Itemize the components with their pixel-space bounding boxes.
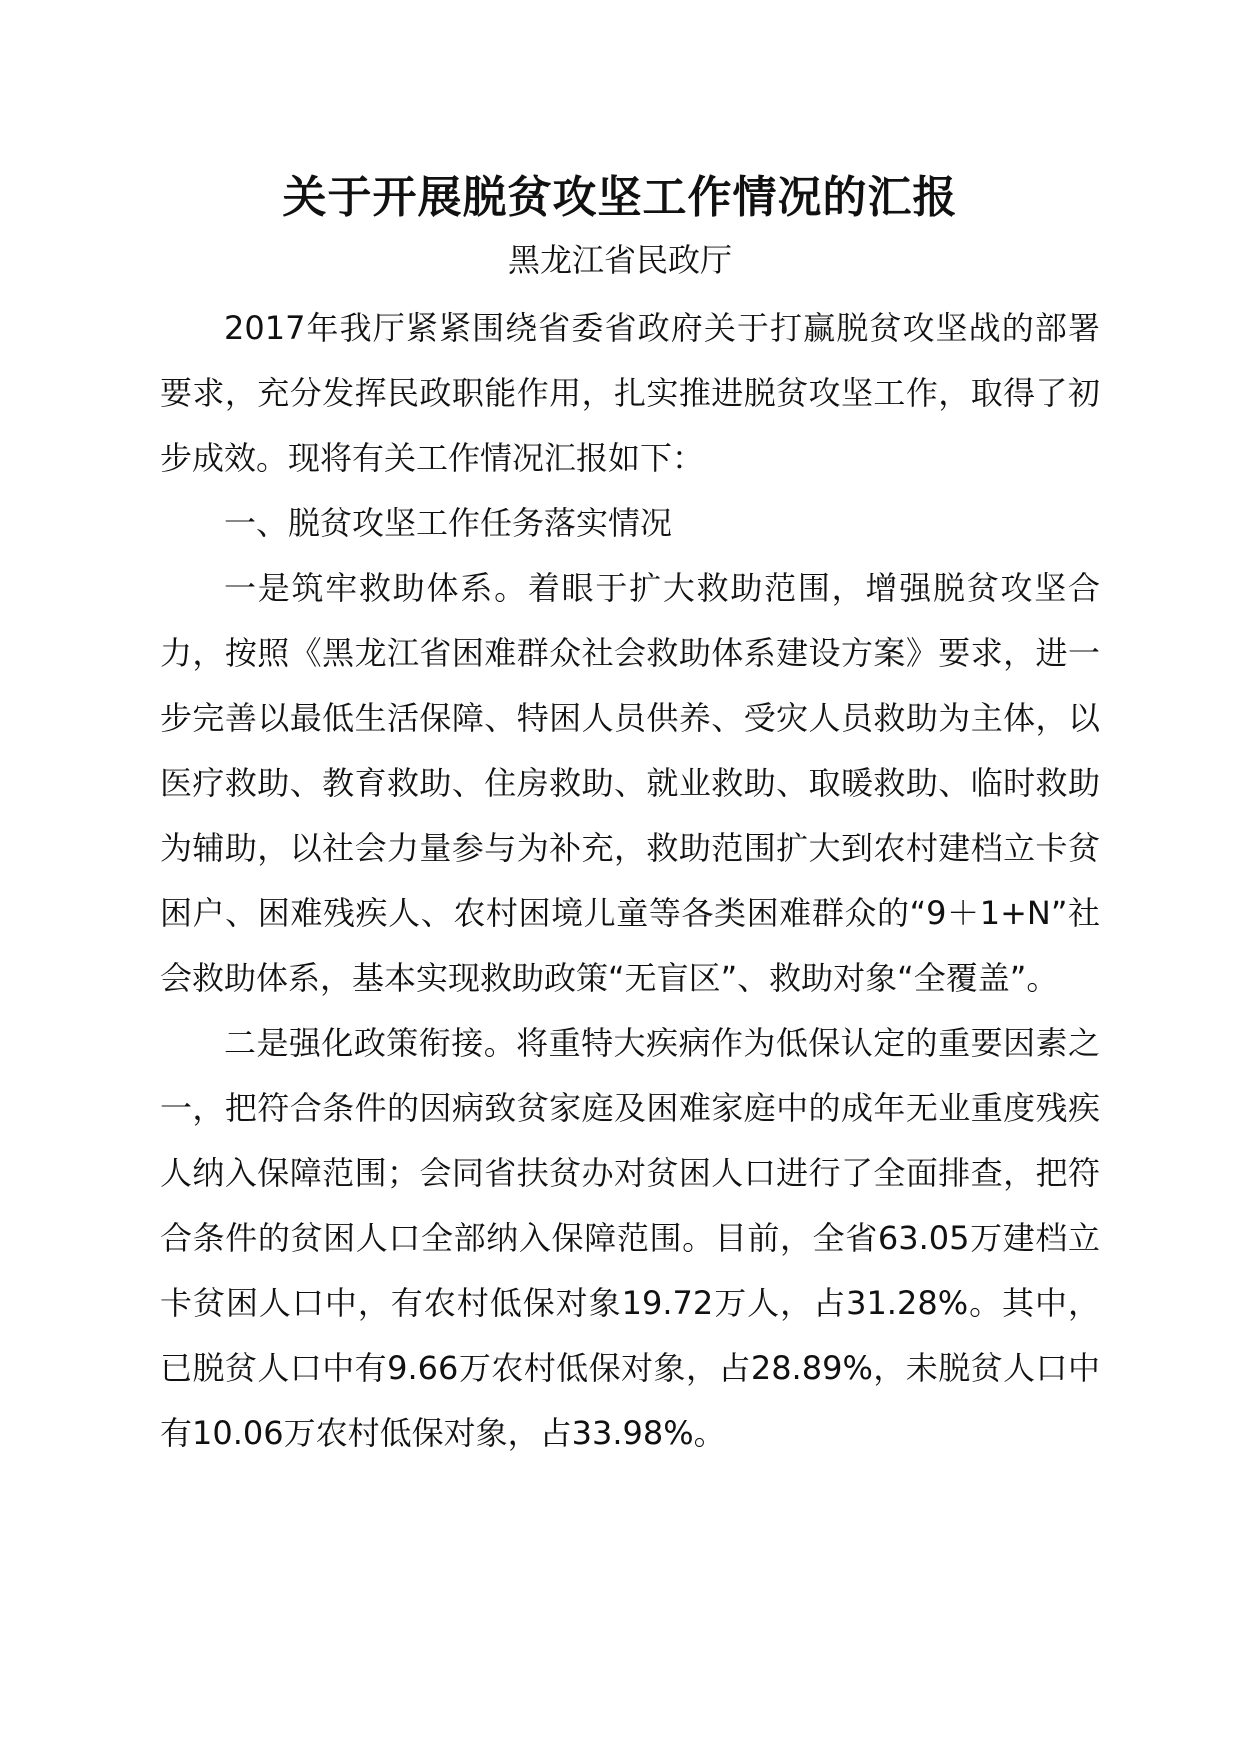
paragraph-2: 二是强化政策衔接。将重特大疾病作为低保认定的重要因素之一，把符合条件的因病致贫家庭及困难家庭中的成年无业重度残疾人纳入保障范围；会同省扶贫办对贫困人口进行了全面排查，把符合条件的贫困人口全部纳入保障范围。目前，全省63.05万建档立卡贫困人口中，有农村低保对象19.72万人，占31.28%。其中，已脱贫人口中有9.66万农村低保对象，占28.89%，未脱贫人口中有10.06万农村低保对象，占33.98%。 bbox=[160, 1024, 1100, 1452]
document-title: 关于开展脱贫攻坚工作情况的汇报 bbox=[282, 172, 958, 223]
document-body bbox=[160, 296, 1100, 1466]
paragraph-1: 一是筑牢救助体系。着眼于扩大救助范围，增强脱贫攻坚合力，按照《黑龙江省困难群众社会救助体系建设方案》要求，进一步完善以最低生活保障、特困人员供养、受灾人员救助为主体，以医疗救助、教育救助、住房救助、就业救助、取暖救助、临时救助为辅助，以社会力量参与为补充，救助范围扩大到农村建档立卡贫困户、困难残疾人、农村困境儿童等各类困难群众的“9＋1+N”社会救助体系，基本实现救助政策“无盲区”、救助对象“全覆盖”。 bbox=[160, 569, 1100, 997]
document-subtitle: 黑龙江省民政厅 bbox=[507, 241, 732, 279]
intro-paragraph: 2017年我厅紧紧围绕省委省政府关于打赢脱贫攻坚战的部署要求，充分发挥民政职能作用，扎实推进脱贫攻坚工作，取得了初步成效。现将有关工作情况汇报如下： bbox=[160, 309, 1100, 477]
section-heading: 一、脱贫攻坚工作任务落实情况 bbox=[224, 504, 673, 542]
